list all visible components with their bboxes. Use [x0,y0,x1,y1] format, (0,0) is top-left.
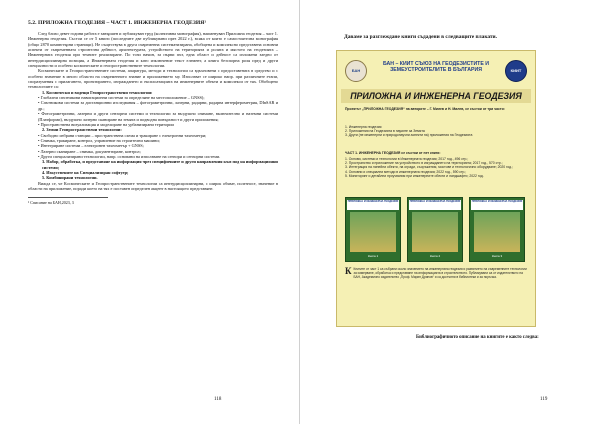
right-heading: Даваме за разглеждане книги съдадени в следващите плакати. [344,34,497,40]
poster-book-item: 3. Интеграция на линейни обекти, на огради, съоръжения, мостове и технологично оборудване; 2020 год.; [345,165,513,170]
list-item: • Снимка, тракиране, контрол, управление на строителни машини; [38,137,160,143]
list-item: • Глобални спътникови навигационни системи за определяне на местоположение – GNSS); [38,95,205,101]
book-cover [407,197,463,262]
poster-list-item: 1. Инженерна геодезия [345,125,382,129]
book-cover-label: Книга 1 [367,254,379,258]
poster-list-item: 2. Приложения на Геодезията в науките за Земята [345,129,425,134]
poster-part-title: ЧАСТ 1. ИНЖЕНЕРНА ГЕОДЕЗИЯ се състои от пет книги: [345,151,441,155]
book-poster [336,50,536,327]
poster-parts-list [345,125,527,138]
closing-paragraph: Вижда се, че Космическите и Геопространствените технологии са интердисциплинарни, с широк обхват, полезност, значение в области на приложение, поради което на тях е поставен определен акцент в настоящото представяне. [28,180,278,191]
list-item: • Други специализирани технологии, напр. основани на използване на сензори и сензорни системи. [38,153,221,159]
drop-cap: К [345,266,352,276]
book-cover-label: Книга 3 [491,254,503,258]
list-heading: 3. Набор, обработка, и представяне на информация чрез специфичните и други направления към под на информационни системи; [42,159,278,170]
page-number: 118 [214,397,222,402]
book-cover [345,197,401,262]
list-item: • Лазерно сканиране – снимка, документиране, контрол; [38,148,141,154]
list-heading: 2. Земни Геопространствени технологии: [42,127,122,133]
ban-logo-icon: БАН [345,60,367,82]
book-cover-title: ПРИЛОЖНА И ИНЖЕНЕРНА ГЕОДЕЗИЯ [471,200,523,210]
book-cover-image [350,212,396,252]
footnote-separator [28,197,108,198]
left-page-content [28,20,278,205]
list-item: • Пространствена визуализация и моделиране на урбанизирани територии [38,121,174,127]
poster-intro: Проектът „ПРИЛОЖНА ГЕОДЕЗИЯ“ на авторите – Г. Милев и Н. Милев, се състои от три части: [345,107,505,111]
list-item: • Интегриране системи – електронен тахеометър + GNSS; [38,143,144,149]
poster-bottom-text: К Книгите от част 1 са събрани около значението на инженерната геодезия и развитието на съвременните технологии за измерване, обработка и представяне на информацията в строителството. Публикувани са от издателството на БАН, Академично издателство „Проф. Марин Дринов“ и са достъпни в библиотеки и за поръчка. [345,266,527,279]
page-number: 119 [540,397,548,402]
list-item: • Свободно избрани станции – пространствена схема и тракиране с електронни тахеометри; [38,132,207,138]
list-item: • Спътникови системи за дистанционни изследвания – фотограметрични, лазерни, радарни, радарна интерферометрия, DInSAR и др.; [38,100,278,111]
book-cover-title: ПРИЛОЖНА И ИНЖЕНЕРНА ГЕОДЕЗИЯ [409,200,461,210]
right-page [300,0,600,424]
list-heading: 1. Космически и водещи Геопространствени технологии: [42,89,153,95]
list-heading: 4. Изкуствените на Специализиран софтуер; [42,169,129,175]
paragraph: Космическите и Геопространствените системи, апаратура, методи и технологии са вдъхновени с предоставената в средство и с особено значение в много области на съвременното знание и приложението му. Използват се широко напр. при различните етапи, споразумения с прилагането, проектирането, изграждането и експлоатацията на инженерните обекти и комплекси от тях. Обобщено технологиите са: [28,68,278,90]
book-covers [343,197,529,262]
book-cover-image [474,212,520,252]
list-item: • Фотограметрични, лазерни и други сензорни системи и технологии за въздушно снимане, включително и наземни системи (Платформи), въздушно лазерно сканиране на земята и подводна повърхност и други приложения; [38,111,278,122]
poster-books-list [345,157,527,178]
book-cover [469,197,525,262]
poster-book-item: 5. Мониторинг и детайлни проучвания при инженерните обекти и ландшафти; 2022 год. [345,173,484,178]
book-cover-title: ПРИЛОЖНА И ИНЖЕНЕРНА ГЕОДЕЗИЯ [347,200,399,210]
footnote: ¹ Списание на БАН,2023, 3 [28,200,74,206]
poster-title: ПРИЛОЖНА И ИНЖЕНЕРНА ГЕОДЕЗИЯ [341,89,531,103]
poster-book-item: 1. Основи, системи и технологии в Инженерната геодезия; 2017 год., 496 стр.; [345,157,469,161]
poster-organization: БАН – КИИТ СЪЮЗ НА ГЕОДЕЗИСТИТЕ И ЗЕМЕУСТРОИТЕЛИТЕ В БЪЛГАРИЯ [382,61,489,74]
poster-book-item: 2. Пространство и приложение на устройството в изграждането на територията; 2017 год., 570 стр.; [345,161,503,166]
poster-list-item: 3. Други (не инженерни и природонаучни аспекти на) приложения на Геодезията [345,133,473,138]
paragraph: След близо девет години работа е завършен и публикуван труд (колективна монография), наименуван Приложна геодезия – част 1. Инженерна геодезия. Състои се от 5 книги (последните две публикувани през 2022 г.), всяка от които е самостоятелна монография (общо 2870 компютърни страници). Не съществува в друга съвременна систематизирана, обобщена и комплексно представена основни аспекти от съвременната строителна дейност, архитектурата, устройството на територията и ролята и мястото на геодезията – Инженерната геодезия при техните реализиране. По този начин, за първи път, една област и дейност са изложени заедно от интердисциплинарна позиция, а Инженерната геодезия и като изключение текст елемент, а книга безспорна роля пред и други специалности и особено космическите и геопространствените технологии. [28,31,278,69]
kiit-logo-icon: КИИТ [505,60,527,82]
book-cover-label: Книга 2 [429,254,441,258]
technology-list [28,90,278,181]
section-heading: 5.2. ПРИЛОЖНА ГЕОДЕЗИЯ – ЧАСТ 1. ИНЖЕНЕРНА ГЕОДЕЗИЯ¹ [28,20,207,26]
poster-book-item: 4. Основни и специални методи в инженерната геодезия; 2022 год., 590 стр.; [345,169,467,174]
bibliography-caption: Библиографичното описание на книгите е както следва: [416,335,539,340]
book-cover-image [412,212,458,252]
list-heading: 5. Комбинирани технологии. [42,175,98,181]
